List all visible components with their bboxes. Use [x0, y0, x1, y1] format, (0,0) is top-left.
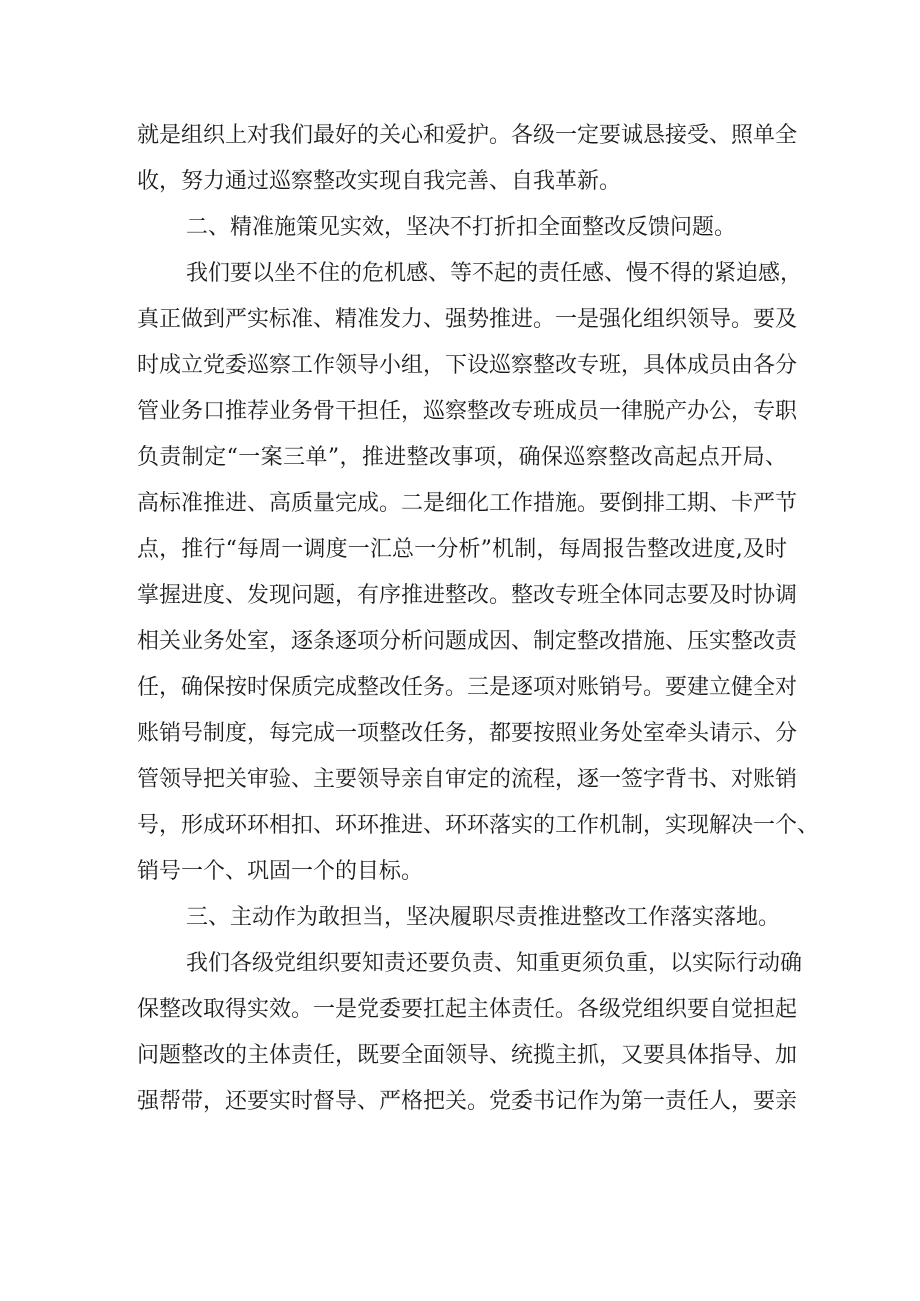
text-line-16: 号，形成环环相扣、环环推进、环环落实的工作机制，实现解决一个、 [137, 813, 820, 838]
text-line-15: 管领导把关审验、主要领导亲自审定的流程，逐一签字背书、对账销 [137, 767, 798, 792]
text-line-4: 我们要以坐不住的危机感、等不起的责任感、慢不得的紧迫感， [186, 261, 803, 286]
text-line-13: 任，确保按时保质完成整改任务。三是逐项对账销号。要建立健全对 [137, 675, 798, 700]
text-line-10: 点，推行“每周一调度一汇总一分析”机制，每周报告整改进度,及时 [137, 537, 787, 562]
text-line-1: 就是组织上对我们最好的关心和爱护。各级一定要诚恳接受、照单全 [137, 123, 798, 148]
text-line-6: 时成立党委巡察工作领导小组，下设巡察整改专班，具体成员由各分 [137, 353, 798, 378]
text-line-2: 收，努力通过巡察整改实现自我完善、自我革新。 [137, 169, 622, 194]
text-line-12: 相关业务处室，逐条逐项分析问题成因、制定整改措施、压实整改责 [137, 629, 798, 654]
text-line-14: 账销号制度，每完成一项整改任务，都要按照业务处室牵头请示、分 [137, 721, 798, 746]
section-heading-3: 三、主动作为敢担当，坚决履职尽责推进整改工作落实落地。 [186, 905, 781, 930]
text-line-21: 问题整改的主体责任，既要全面领导、统揽主抓，又要具体指导、加 [137, 1043, 798, 1068]
text-line-20: 保整改取得实效。一是党委要扛起主体责任。各级党组织要自觉担起 [137, 997, 798, 1022]
text-line-17: 销号一个、巩固一个的目标。 [137, 859, 424, 884]
text-line-22: 强帮带，还要实时督导、严格把关。党委书记作为第一责任人，要亲 [137, 1089, 798, 1114]
text-line-5: 真正做到严实标准、精准发力、强势推进。一是强化组织领导。要及 [137, 307, 798, 332]
text-line-8: 负责制定“一案三单”，推进整改事项，确保巡察整改高起点开局、 [137, 445, 787, 470]
text-line-11: 掌握进度、发现问题，有序推进整改。整改专班全体同志要及时协调 [137, 583, 798, 608]
section-heading-2: 二、精准施策见实效，坚决不打折扣全面整改反馈问题。 [186, 215, 737, 240]
text-line-7: 管业务口推荐业务骨干担任，巡察整改专班成员一律脱产办公，专职 [137, 399, 798, 424]
text-line-9: 高标准推进、高质量完成。二是细化工作措施。要倒排工期、卡严节 [137, 491, 798, 516]
text-line-19: 我们各级党组织要知责还要负责、知重更须负重，以实际行动确 [186, 951, 803, 976]
